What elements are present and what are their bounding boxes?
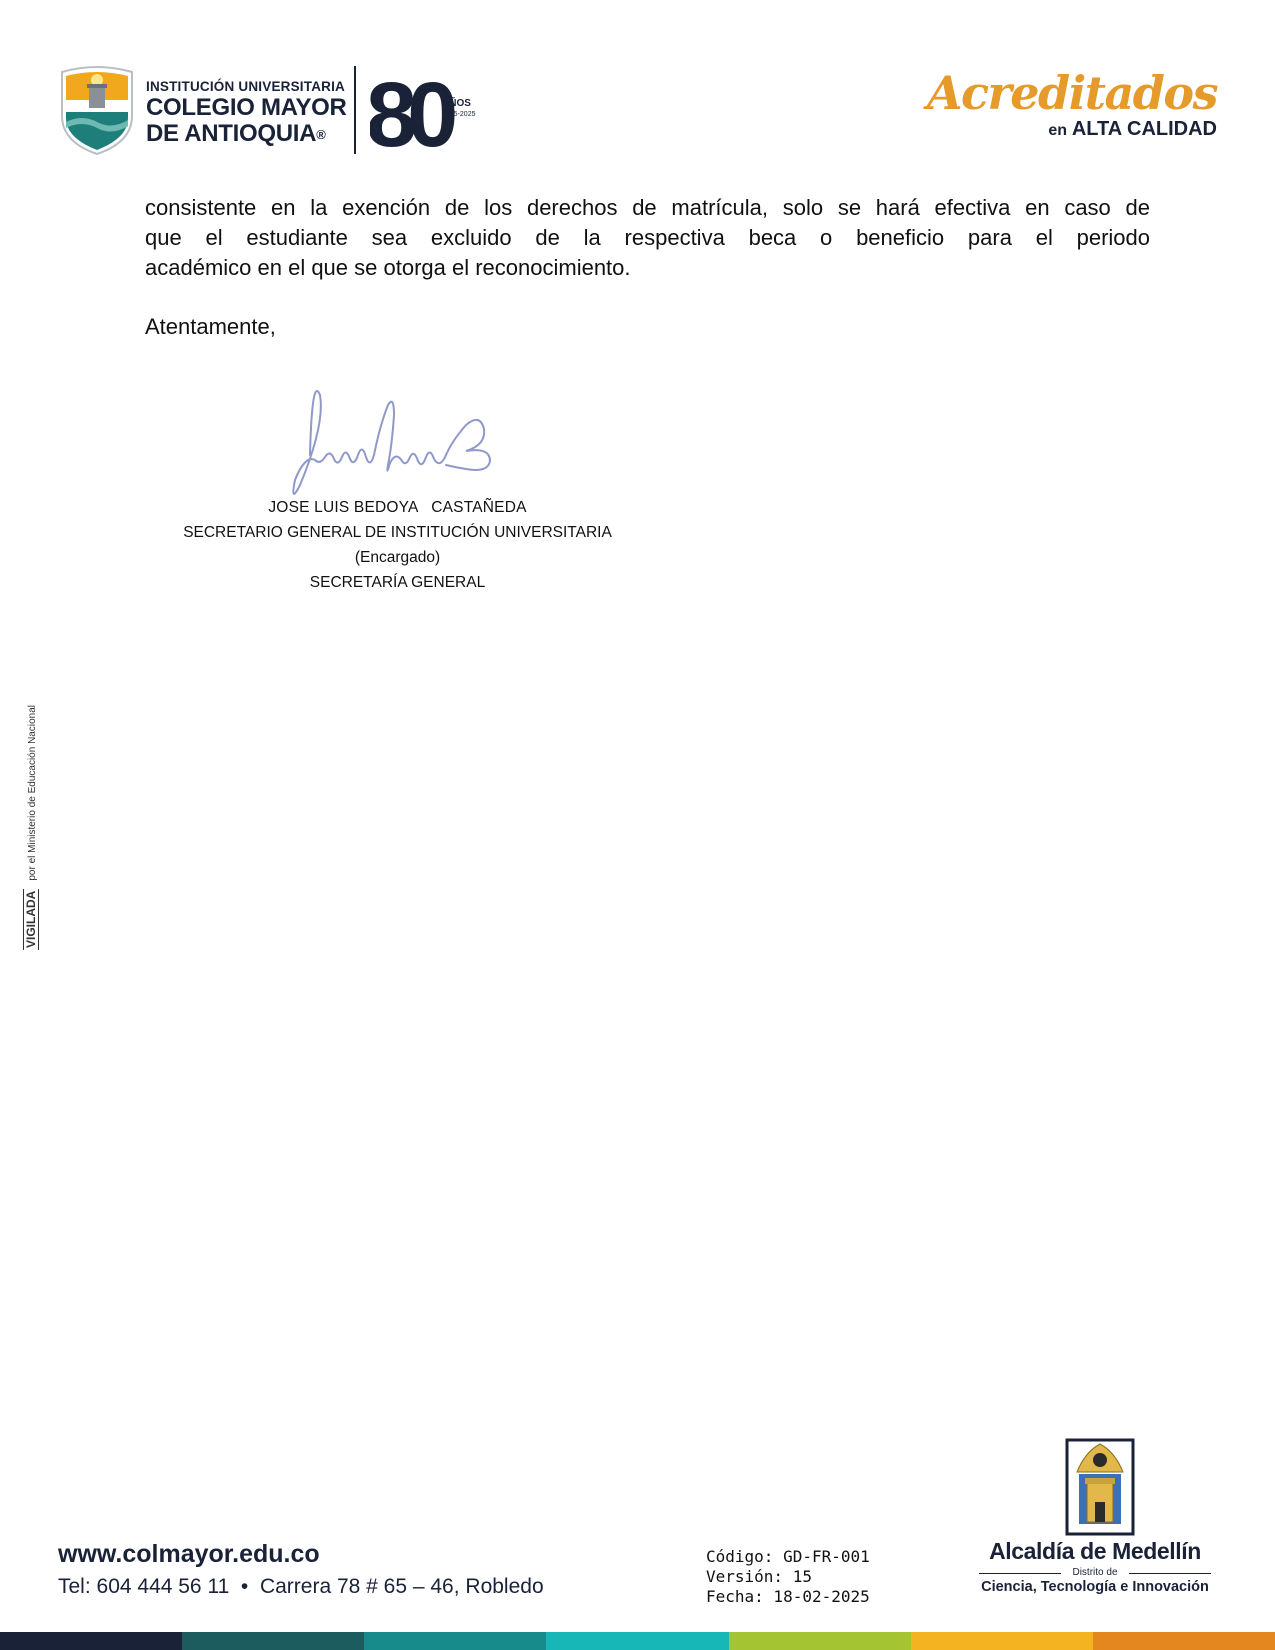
institution-name xyxy=(146,80,347,146)
document-version: Versión: 15 xyxy=(706,1567,812,1586)
alcaldia-subtitle: Ciencia, Tecnología e Innovación xyxy=(981,1579,1209,1595)
vigilada-text: VIGILADA xyxy=(24,890,38,948)
ministry-text: por el Ministerio de Educación Nacional xyxy=(27,705,38,881)
body-paragraph xyxy=(145,193,1150,283)
stripe-segment xyxy=(729,1632,911,1650)
signatory-title: SECRETARIO GENERAL DE INSTITUCIÓN UNIVERSITARIA xyxy=(183,524,612,541)
footer-contact: Tel: 604 444 56 11 • Carrera 78 # 65 – 46, Robledo xyxy=(58,1575,544,1598)
header-divider xyxy=(354,66,356,154)
handwritten-signature xyxy=(270,385,520,510)
stripe-segment xyxy=(182,1632,364,1650)
anniversary-years: 1945-2025 xyxy=(442,111,476,118)
anniversary-80-graphic xyxy=(370,66,494,154)
institution-line-1: INSTITUCIÓN UNIVERSITARIA xyxy=(146,79,346,94)
anniversary-number: 80 xyxy=(370,66,449,154)
paragraph-line: que el estudiante sea excluido de la respectiva beca o beneficio para el periodo xyxy=(145,225,1150,250)
accreditation-prefix: en xyxy=(1048,122,1068,139)
footer-color-stripe xyxy=(0,1632,1275,1650)
signatory-name: JOSE LUIS BEDOYA CASTAÑEDA xyxy=(268,499,527,516)
accreditation-subtitle-line xyxy=(927,118,1217,141)
document-code: Código: GD-FR-001 xyxy=(706,1547,870,1566)
anniversary-label: AÑOS xyxy=(442,98,471,109)
accreditation-subtitle: ALTA CALIDAD xyxy=(1071,118,1217,140)
alcaldia-district: Distrito de xyxy=(975,1567,1215,1578)
institution-line-2: COLEGIO MAYOR xyxy=(146,93,347,121)
alcaldia-title: Alcaldía de Medellín xyxy=(989,1538,1201,1564)
document-date: Fecha: 18-02-2025 xyxy=(706,1587,870,1606)
stripe-segment xyxy=(364,1632,546,1650)
accreditation-logo xyxy=(926,66,1217,141)
signatory-note: (Encargado) xyxy=(354,549,441,566)
document-metadata xyxy=(706,1547,870,1607)
stripe-segment xyxy=(1093,1632,1275,1650)
closing-salutation: Atentamente, xyxy=(145,314,276,339)
institution-crest-logo xyxy=(58,64,136,156)
stripe-segment xyxy=(0,1632,182,1650)
stripe-segment xyxy=(546,1632,728,1650)
vigilada-side-label xyxy=(24,705,38,950)
accreditation-title: Acreditados xyxy=(926,66,1217,120)
signatory-department: SECRETARÍA GENERAL xyxy=(309,574,486,591)
stripe-segment xyxy=(911,1632,1093,1650)
medellin-coat-of-arms-icon xyxy=(1065,1438,1135,1536)
paragraph-line: académico en el que se otorga el reconocimiento. xyxy=(145,255,631,280)
institution-line-3-text: DE ANTIOQUIA xyxy=(146,119,317,147)
signature-block xyxy=(140,495,655,595)
institution-line-3 xyxy=(146,119,347,147)
registered-mark: ® xyxy=(316,126,326,142)
anniversary-logo xyxy=(370,66,494,154)
paragraph-line: consistente en la exención de los derechos de matrícula, solo se hará efectiva en caso de xyxy=(145,195,1150,220)
alcaldia-logo xyxy=(975,1538,1215,1595)
footer-website: www.colmayor.edu.co xyxy=(58,1540,320,1568)
